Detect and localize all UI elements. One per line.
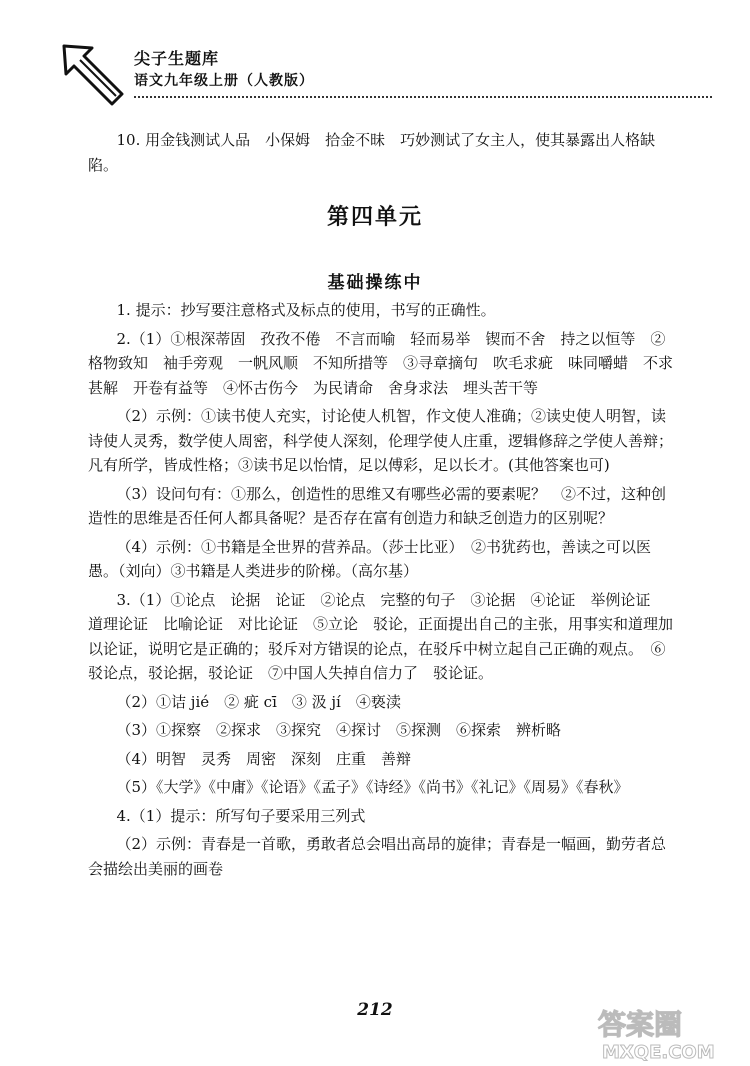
answers-block (88, 298, 678, 885)
up-left-arrow-icon (58, 42, 128, 106)
answer-4-2: （2）示例：青春是一首歌，勇敢者总会唱出高昂的旋律；青春是一幅画，勤劳者总会描绘出美丽的画卷 (88, 835, 667, 878)
page-number: 212 (357, 1000, 393, 1020)
answer-1: 1. 提示：抄写要注意格式及标点的使用，书写的正确性。 (116, 301, 496, 319)
answer-3-3: （3）①探察 ②探求 ③探究 ④探讨 ⑤探测 ⑥探索 辨析略 (116, 721, 562, 739)
answer-2-2: （2）示例：①读书使人充实，讨论使人机智，作文使人准确；②读史使人明智，读诗使人灵秀，数学使人周密，科学使人深刻，伦理学使人庄重，逻辑修辞之学使人善辩；凡有所学，皆成性格；③读书足以怡情，足以傅彩，足以长才。(其他答案也可) (88, 407, 674, 474)
answer-4-1: 4.（1）提示：所写句子要采用三列式 (116, 806, 366, 825)
watermark-line2: MXQE.COM (602, 1042, 715, 1062)
intro-block (88, 128, 678, 181)
unit-title: 第四单元 (326, 205, 423, 230)
watermark (592, 1004, 742, 1062)
section-title: 基础操练中 (327, 273, 423, 293)
page-header (58, 42, 658, 106)
answer-2-1: 2.（1）①根深蒂固 孜孜不倦 不言而喻 轻而易举 锲而不舍 持之以恒等 ②格物致知 袖手旁观 一帆风顺 不知所措等 ③寻章摘句 吹毛求疵 味同嚼蜡 不求甚解 开卷有益等 ④怀古伤今 为民请命 舍身求法 埋头苦干等 (88, 329, 674, 397)
answer-2-4: （4）示例：①书籍是全世界的营养品。（莎士比亚） ②书犹药也，善读之可以医愚。（刘向）③书籍是人类进步的阶梯。（高尔基） (88, 537, 652, 580)
answer-3-2: （2）①诘 jié ② 疵 cī ③ 汲 jí ④亵渎 (116, 692, 401, 711)
book-title: 语文九年级上册（人教版） (134, 73, 314, 89)
answer-3-4: （4）明智 灵秀 周密 深刻 庄重 善辩 (116, 749, 412, 768)
answer-3-1: 3.（1）①论点 论据 论证 ②论点 完整的句子 ③论据 ④论证 举例论证 道理论证 比喻论证 对比论证 ⑤立论 驳论，正面提出自己的主张，用事实和道理加以论证，说明它是正确的；驳斥对方错误的论点，在驳斥中树立起自己正确的观点。 ⑥驳论点，驳论据，驳论证 ⑦中国人失掉自信力了 驳论证。 (88, 590, 674, 682)
answer-item-10: 10. 用金钱测试人品 小保姆 拾金不昧 巧妙测试了女主人，使其暴露出人格缺陷。 (88, 131, 656, 174)
watermark-line1: 答案圈 (598, 1008, 683, 1041)
header-divider (134, 96, 712, 98)
series-title: 尖子生题库 (134, 49, 220, 68)
answer-3-5: （5）《大学》《中庸》《论语》《孟子》《诗经》《尚书》《礼记》《周易》《春秋》 (116, 778, 629, 796)
answer-2-3: （3）设问句有：①那么，创造性的思维又有哪些必需的要素呢？ ②不过，这种创造性的思维是否任何人都具备呢？是否存在富有创造力和缺乏创造力的区别呢？ (88, 484, 667, 527)
